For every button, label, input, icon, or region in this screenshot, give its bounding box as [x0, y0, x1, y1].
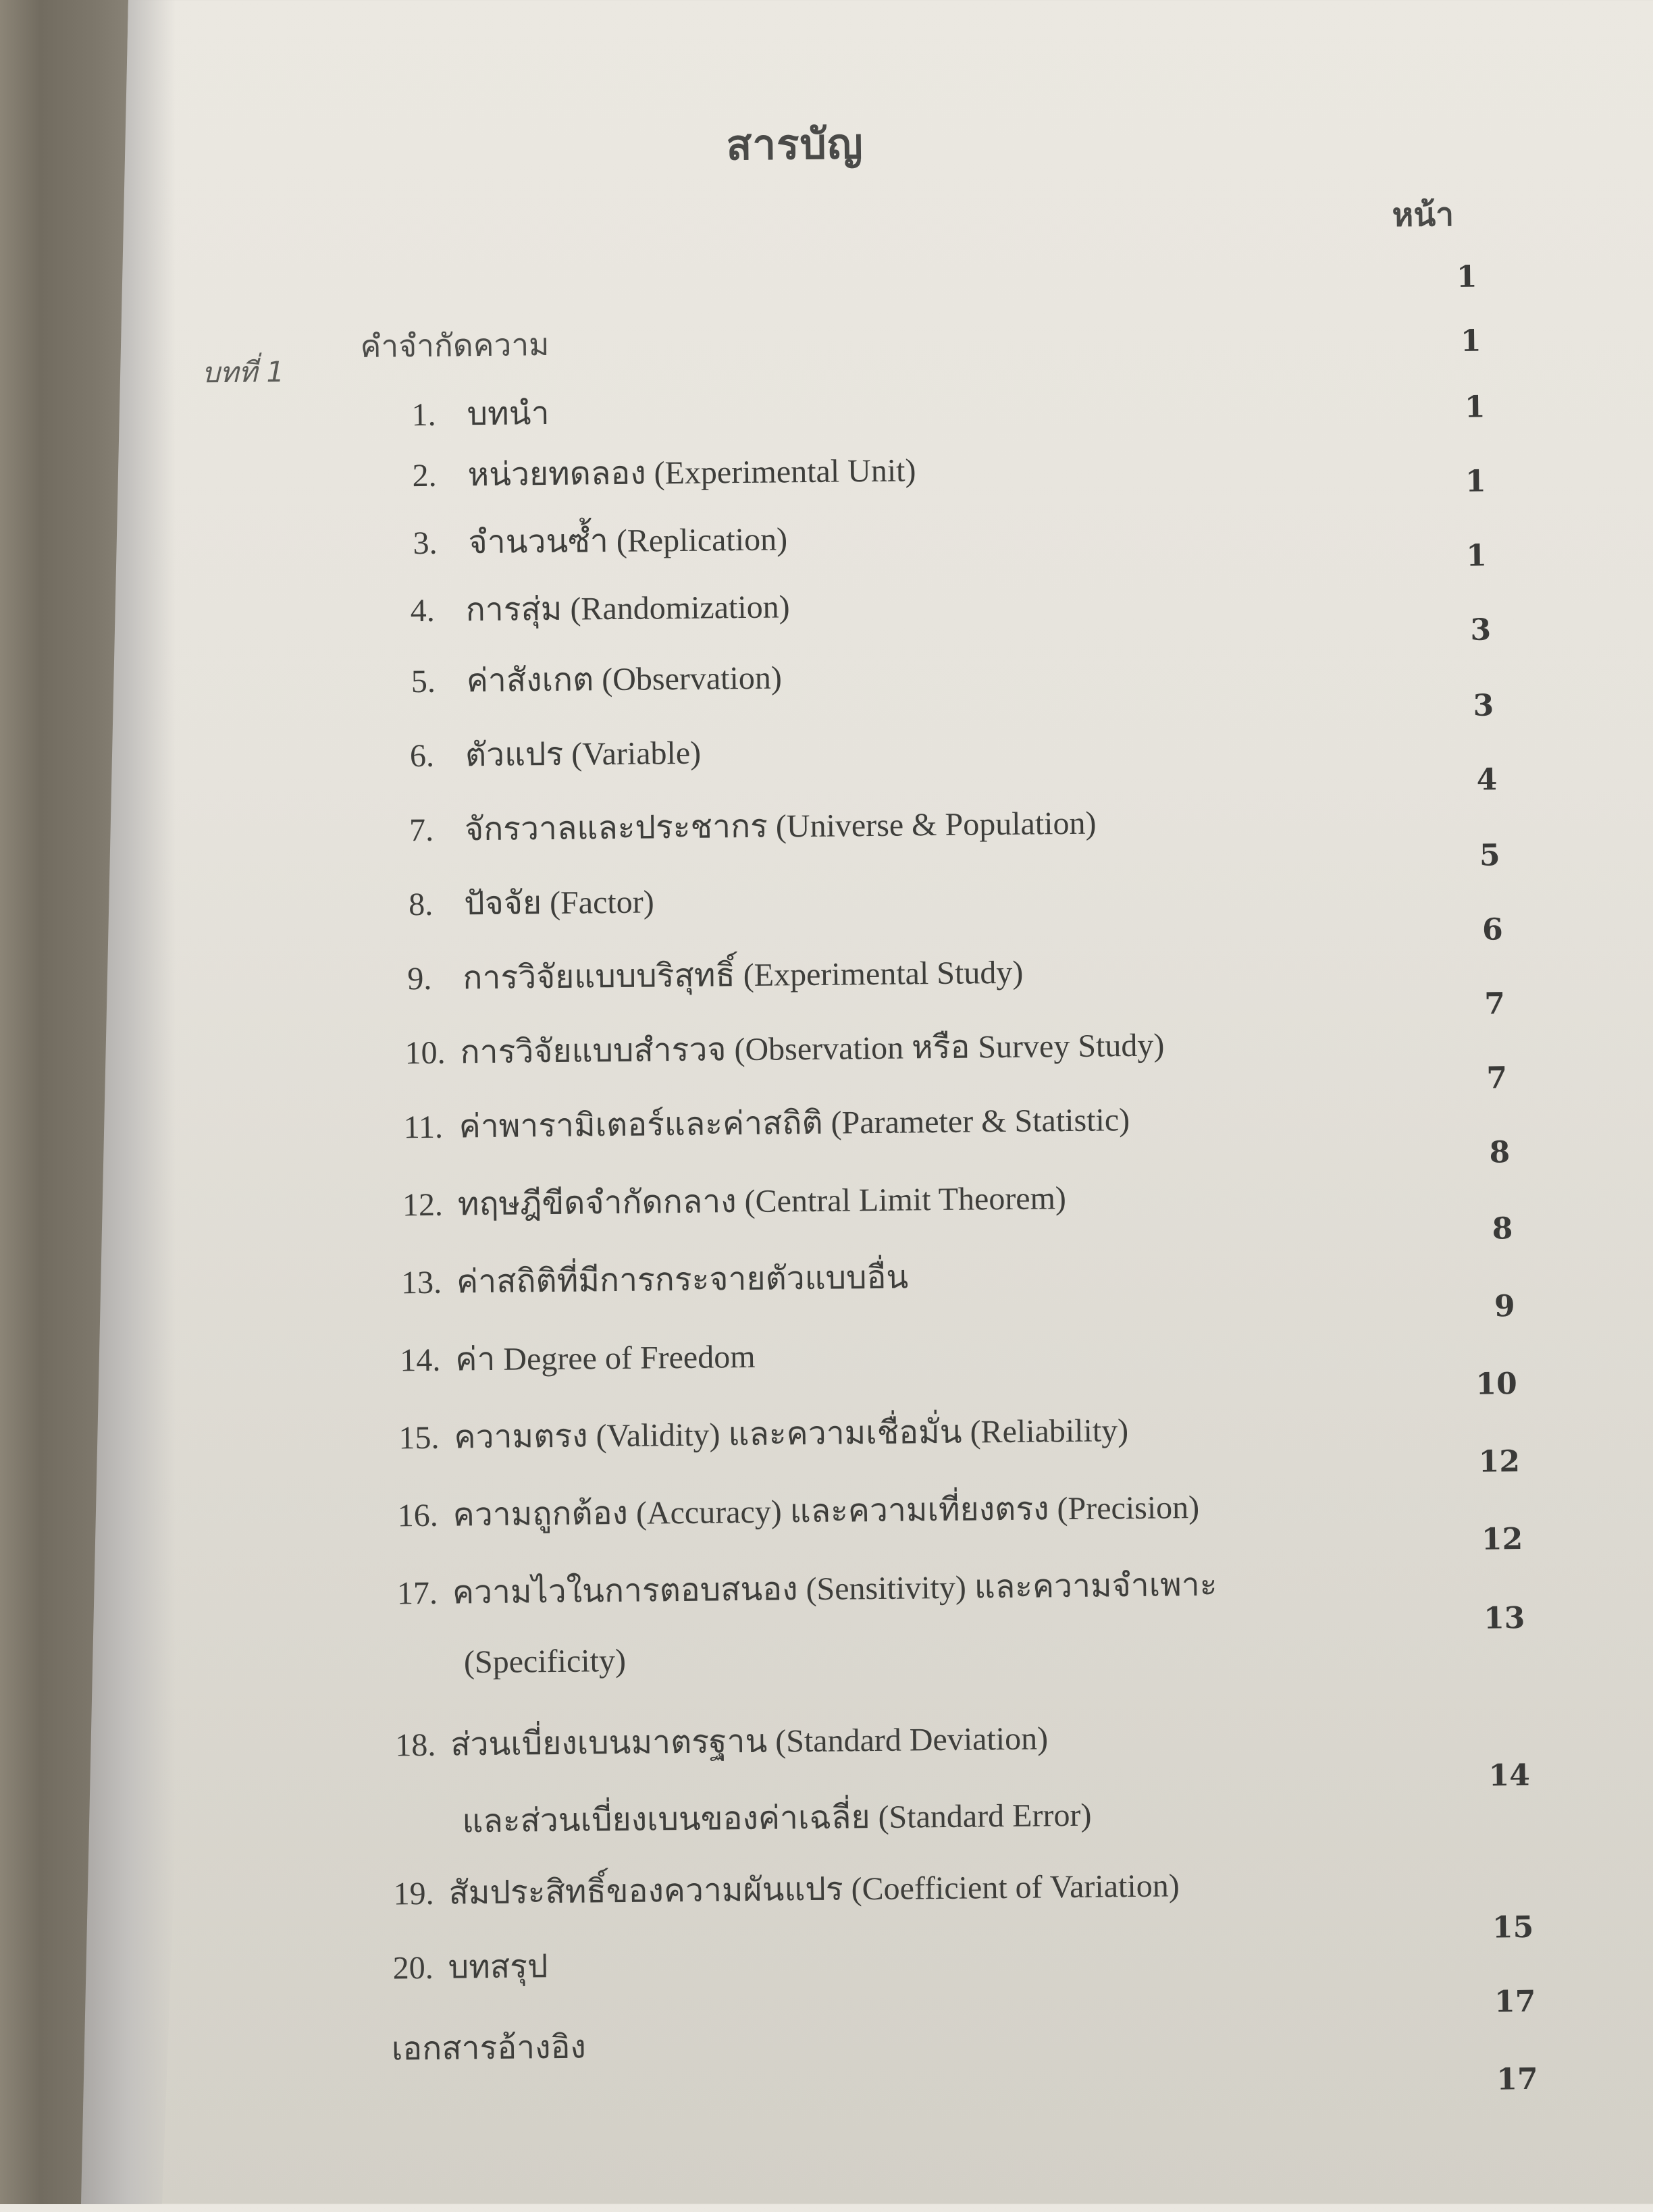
entry-page-number: 3 — [1473, 688, 1494, 723]
entry-page-number: 12 — [1481, 1521, 1523, 1557]
entry-number: 2. — [412, 457, 437, 494]
entry-page-number: 9 — [1494, 1289, 1515, 1324]
toc-entry — [401, 1251, 909, 1308]
toc-entry — [412, 444, 916, 501]
entry-page-number: 8 — [1489, 1135, 1511, 1170]
entry-number: 3. — [413, 525, 438, 562]
chapter-title: คำจำกัดความ — [360, 325, 550, 365]
entry-number: 10. — [404, 1034, 446, 1072]
entry-continuation: และส่วนเบี่ยงเบนของค่าเฉลี่ย (Standard Error) — [462, 1797, 1092, 1840]
entry-number: 1. — [411, 396, 436, 433]
header-page-number: 1 — [1456, 259, 1477, 294]
entry-text: หน่วยทดลอง (Experimental Unit) — [467, 452, 916, 494]
entry-text: การวิจัยแบบบริสุทธิ์ (Experimental Study) — [463, 954, 1024, 997]
entry-page-number: 1 — [1464, 390, 1486, 425]
toc-entry — [413, 513, 787, 569]
references-entry — [392, 2022, 587, 2075]
entry-page-number: 8 — [1492, 1211, 1513, 1246]
toc-entry — [397, 1559, 1218, 1682]
entry-page-number: 13 — [1483, 1600, 1525, 1636]
chapter-label: บทที่ 1 — [201, 355, 285, 390]
references-page-number: 17 — [1496, 2061, 1538, 2097]
entry-text: การวิจัยแบบสำรวจ (Observation หรือ Survey Study) — [460, 1027, 1165, 1071]
toc-entry — [407, 947, 1024, 1005]
toc-entry — [402, 1172, 1066, 1230]
entry-number: 15. — [398, 1419, 440, 1456]
toc-entry — [392, 1941, 548, 1993]
entry-number: 8. — [408, 886, 434, 923]
toc-entry — [409, 876, 654, 930]
toc-entry — [397, 1481, 1199, 1541]
entry-page-number: 4 — [1476, 762, 1498, 797]
entry-text: บทนำ — [467, 395, 550, 433]
toc-entry — [400, 1331, 756, 1386]
entry-page-number: 7 — [1484, 986, 1506, 1022]
entry-continuation: (Specificity) — [463, 1642, 627, 1681]
toc-entry — [411, 652, 782, 707]
entry-text: จักรวาลและประชากร (Universe & Population) — [464, 805, 1097, 848]
entry-number: 20. — [392, 1949, 434, 1986]
entry-text: ส่วนเบี่ยงเบนมาตรฐาน (Standard Deviation) — [450, 1720, 1049, 1763]
toc-entry — [410, 727, 702, 782]
chapter-page-number: 1 — [1460, 323, 1481, 359]
entry-number: 18. — [395, 1727, 436, 1764]
entry-number: 9. — [407, 960, 432, 997]
entry-number: 14. — [400, 1342, 441, 1379]
entry-number: 13. — [400, 1264, 442, 1301]
entry-number: 17. — [396, 1575, 438, 1612]
entry-text: ค่าพารามิเตอร์และค่าสถิติ (Parameter & Statistic) — [458, 1102, 1130, 1145]
entry-text: บทสรุป — [448, 1949, 548, 1986]
entry-text: ค่าสังเกต (Observation) — [466, 660, 783, 700]
entry-number: 19. — [393, 1875, 434, 1912]
toc-entry — [398, 1404, 1128, 1463]
entry-page-number: 10 — [1475, 1367, 1518, 1402]
entry-number: 12. — [402, 1186, 444, 1223]
entry-page-number: 17 — [1494, 1984, 1536, 2020]
entry-page-number: 7 — [1486, 1061, 1508, 1096]
toc-entry — [403, 1094, 1130, 1153]
entry-page-number: 5 — [1479, 838, 1500, 873]
toc-entry — [404, 1020, 1165, 1079]
entry-number: 7. — [409, 812, 434, 849]
entry-page-number: 15 — [1492, 1910, 1534, 1945]
toc-entry — [410, 581, 790, 636]
entry-text: ตัวแปร (Variable) — [465, 735, 702, 774]
entry-text: ค่า Degree of Freedom — [455, 1338, 756, 1378]
entry-page-number: 1 — [1466, 538, 1488, 573]
page-column-header: หน้า — [1392, 195, 1454, 234]
entry-page-number: 3 — [1470, 612, 1492, 648]
entry-text: สัมประสิทธิ์ของความผันแปร (Coefficient of Variation) — [448, 1868, 1180, 1912]
page-title: สารบัญ — [726, 119, 864, 170]
entry-text: ปัจจัย (Factor) — [463, 884, 654, 922]
toc-entry — [395, 1712, 1092, 1848]
entry-text: ทฤษฎีขีดจำกัดกลาง (Central Limit Theorem) — [457, 1180, 1067, 1223]
entry-page-number: 1 — [1465, 464, 1487, 499]
entry-text: จำนวนซ้ำ (Replication) — [468, 521, 788, 561]
entry-number: 4. — [410, 592, 435, 629]
entry-text: ความถูกต้อง (Accuracy) และความเที่ยงตรง (Precision) — [452, 1490, 1200, 1533]
references-text: เอกสารอ้างอิง — [391, 2029, 587, 2068]
entry-page-number: 14 — [1488, 1758, 1531, 1793]
entry-text: ค่าสถิติที่มีการกระจายตัวแบบอื่น — [456, 1259, 909, 1300]
entry-text: การสุ่ม (Randomization) — [465, 589, 790, 629]
entry-text: ความตรง (Validity) และความเชื่อมั่น (Reliability) — [454, 1413, 1129, 1456]
toc-entry — [393, 1860, 1180, 1919]
entry-text: ความไวในการตอบสนอง (Sensitivity) และความจำเพาะ — [452, 1566, 1217, 1611]
toc-entry — [409, 797, 1097, 856]
entry-number: 5. — [411, 663, 436, 700]
toc-entry — [411, 388, 550, 440]
entry-number: 11. — [403, 1109, 444, 1146]
entry-number: 6. — [409, 737, 435, 774]
entry-number: 16. — [397, 1497, 438, 1534]
entry-page-number: 6 — [1481, 912, 1503, 947]
entry-page-number: 12 — [1478, 1444, 1521, 1479]
